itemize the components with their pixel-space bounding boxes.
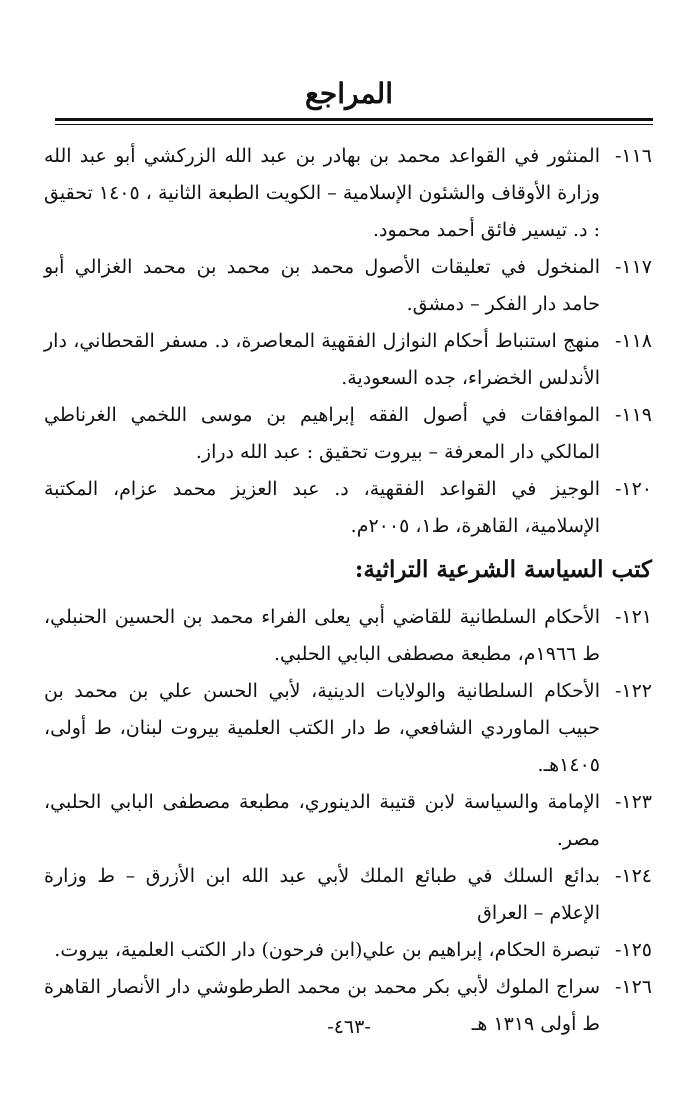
reference-number: ١١٨- bbox=[614, 330, 652, 352]
reference-entry bbox=[44, 858, 652, 932]
reference-text: الموافقات في أصول الفقه إبراهيم بن موسى اللخمي الغرناطي المالكي دار المعرفة – بيروت تحقيق : عبد الله دراز. bbox=[44, 404, 600, 463]
reference-number: ١٢١- bbox=[614, 606, 652, 628]
reference-entry bbox=[44, 599, 652, 673]
reference-number: ١٢٦- bbox=[614, 976, 652, 998]
reference-entry bbox=[44, 471, 652, 545]
page-number: -٤٦٣- bbox=[327, 1016, 371, 1038]
reference-number: ١١٩- bbox=[614, 404, 652, 426]
reference-entry bbox=[44, 323, 652, 397]
reference-text: سراج الملوك لأبي بكر محمد بن محمد الطرطوشي دار الأنصار القاهرة ط أولى ١٣١٩ هـ bbox=[44, 976, 600, 1035]
reference-text: الإمامة والسياسة لابن قتيبة الدينوري، مطبعة مصطفى البابي الحلبي، مصر. bbox=[44, 791, 600, 850]
reference-text: المنثور في القواعد محمد بن بهادر بن عبد الله الزركشي أبو عبد الله وزارة الأوقاف والشئون الإسلامية – الكويت الطبعة الثانية ، ١٤٠٥ تحقيق : د. تيسير فائق أحمد محمود. bbox=[44, 145, 600, 241]
reference-text: الأحكام السلطانية والولايات الدينية، لأبي الحسن علي بن محمد بن حبيب الماوردي الشافعي، ط دار الكتب العلمية بيروت لبنان، ط أولى، ١٤٠٥هـ. bbox=[44, 680, 600, 776]
references-group-b bbox=[44, 599, 652, 1043]
reference-number: ١٢٠- bbox=[614, 478, 652, 500]
references-group-a bbox=[44, 138, 652, 545]
header-rule-thick bbox=[55, 118, 653, 121]
reference-entry bbox=[44, 138, 652, 249]
reference-entry bbox=[44, 673, 652, 784]
reference-text: منهج استنباط أحكام النوازل الفقهية المعاصرة، د. مسفر القحطاني، دار الأندلس الخضراء، جده السعودية. bbox=[44, 330, 600, 389]
reference-number: ١٢٥- bbox=[614, 939, 652, 961]
reference-number: ١٢٤- bbox=[614, 865, 652, 887]
reference-number: ١٢٢- bbox=[614, 680, 652, 702]
reference-text: بدائع السلك في طبائع الملك لأبي عبد الله ابن الأزرق – ط وزارة الإعلام – العراق bbox=[44, 865, 600, 924]
reference-text: الأحكام السلطانية للقاضي أبي يعلى الفراء محمد بن الحسين الحنبلي، ط ١٩٦٦م، مطبعة مصطفى البابي الحلبي. bbox=[44, 606, 600, 665]
reference-text: تبصرة الحكام، إبراهيم بن علي(ابن فرحون) دار الكتب العلمية، بيروت. bbox=[54, 939, 600, 961]
references-list bbox=[44, 138, 652, 1043]
reference-entry bbox=[44, 397, 652, 471]
reference-text: المنخول في تعليقات الأصول محمد بن محمد بن محمد الغزالي أبو حامد دار الفكر – دمشق. bbox=[44, 256, 600, 315]
reference-number: ١٢٣- bbox=[614, 791, 652, 813]
reference-entry bbox=[44, 249, 652, 323]
running-header-title: المراجع bbox=[305, 77, 393, 110]
section-heading: كتب السياسة الشرعية التراثية: bbox=[354, 556, 652, 583]
header-rule-thin bbox=[55, 124, 653, 125]
reference-entry bbox=[44, 932, 652, 969]
reference-number: ١١٧- bbox=[614, 256, 652, 278]
reference-text: الوجيز في القواعد الفقهية، د. عبد العزيز محمد عزام، المكتبة الإسلامية، القاهرة، ط١، ٢٠٠٥م. bbox=[44, 478, 600, 537]
reference-number: ١١٦- bbox=[614, 145, 652, 167]
reference-entry bbox=[44, 784, 652, 858]
